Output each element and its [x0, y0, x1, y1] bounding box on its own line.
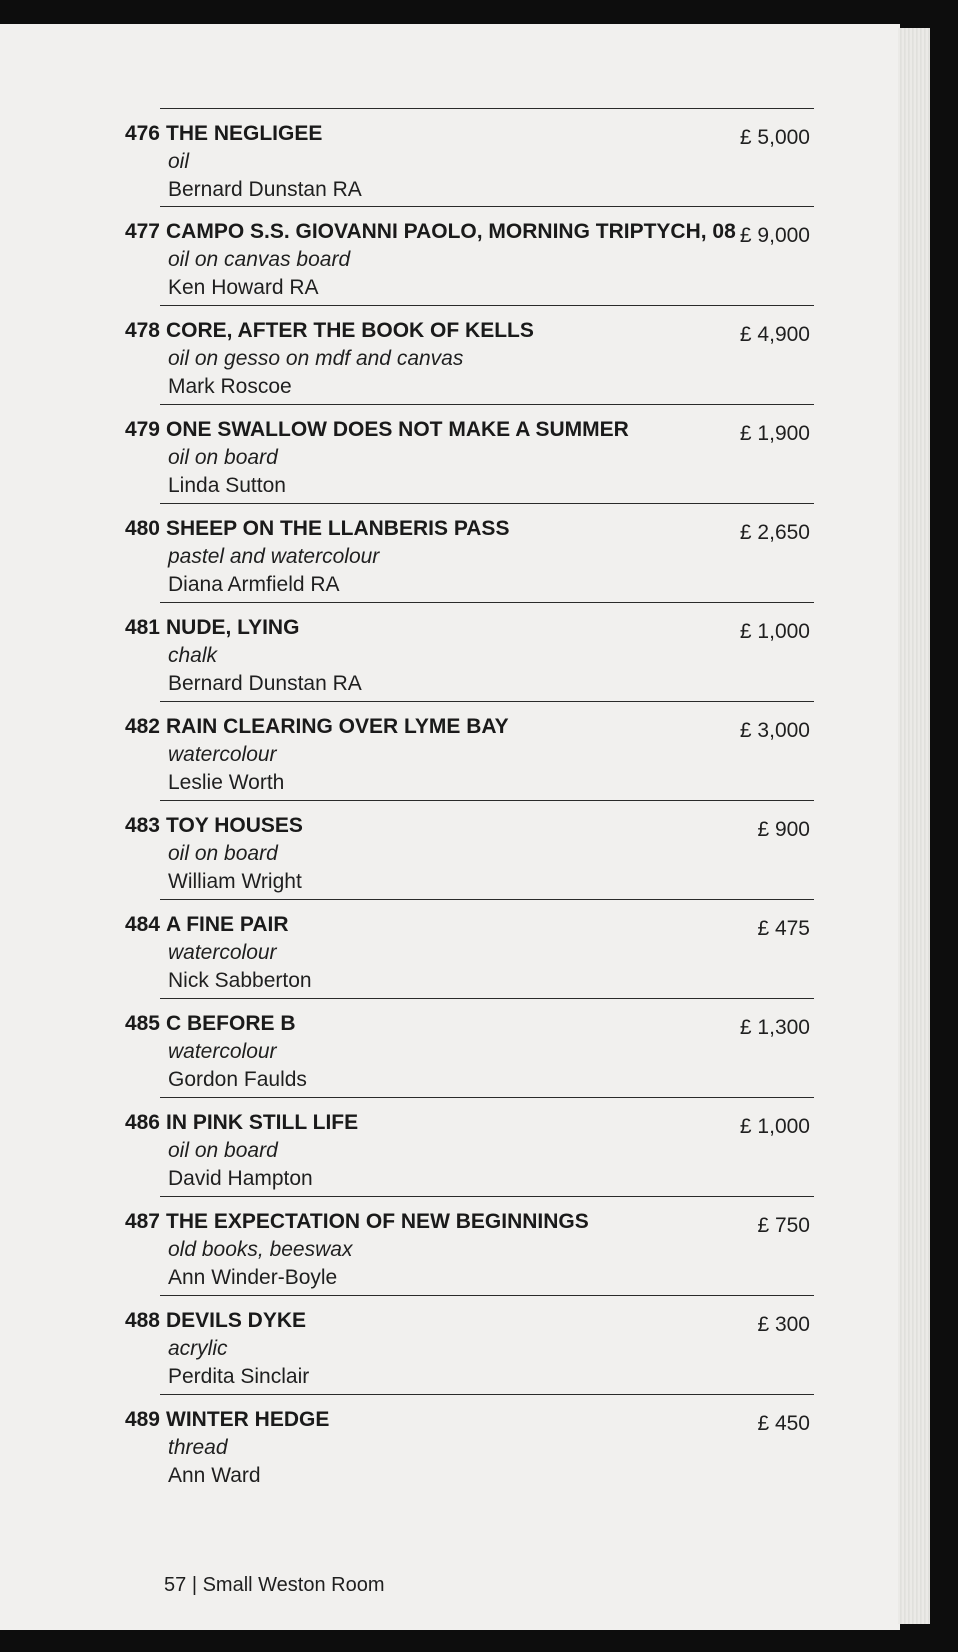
artist-name: Bernard Dunstan RA	[168, 178, 362, 201]
artwork-title: DEVILS DYKE	[166, 1309, 307, 1332]
price: £ 750	[757, 1214, 810, 1237]
artwork-medium: watercolour	[168, 1040, 277, 1063]
price: £ 2,650	[739, 521, 810, 544]
lot-number: 489	[124, 1408, 160, 1431]
artwork-medium: thread	[168, 1436, 228, 1459]
lot-number: 478	[124, 319, 160, 342]
artist-name: David Hampton	[168, 1167, 313, 1190]
artwork-title: THE NEGLIGEE	[166, 122, 323, 145]
lot-number: 485	[124, 1012, 160, 1035]
lot-number: 482	[124, 715, 160, 738]
artist-name: William Wright	[168, 870, 302, 893]
divider	[160, 404, 814, 405]
lot-number: 476	[124, 122, 160, 145]
price: £ 300	[757, 1313, 810, 1336]
price: £ 1,000	[739, 620, 810, 643]
lot-number: 481	[124, 616, 160, 639]
divider	[160, 998, 814, 999]
artwork-medium: old books, beeswax	[168, 1238, 353, 1261]
artwork-title: TOY HOUSES	[166, 814, 303, 837]
artwork-medium: pastel and watercolour	[168, 545, 380, 568]
artist-name: Bernard Dunstan RA	[168, 672, 362, 695]
artwork-title: RAIN CLEARING OVER LYME BAY	[166, 715, 509, 738]
lot-number: 486	[124, 1111, 160, 1134]
price: £ 4,900	[739, 323, 810, 346]
price: £ 5,000	[739, 126, 810, 149]
price: £ 1,000	[739, 1115, 810, 1138]
footer-separator: |	[191, 1574, 198, 1596]
divider	[160, 1196, 814, 1197]
page-edges	[898, 28, 930, 1624]
artwork-title: CAMPO S.S. GIOVANNI PAOLO, MORNING TRIPTYCH, 08	[166, 220, 736, 243]
artwork-title: A FINE PAIR	[166, 913, 289, 936]
lot-number: 477	[124, 220, 160, 243]
price: £ 450	[757, 1412, 810, 1435]
price: £ 1,300	[739, 1016, 810, 1039]
room-name: Small Weston Room	[202, 1574, 385, 1596]
divider	[160, 503, 814, 504]
divider	[160, 899, 814, 900]
lot-number: 479	[124, 418, 160, 441]
lot-number: 488	[124, 1309, 160, 1332]
divider	[160, 108, 814, 109]
artist-name: Gordon Faulds	[168, 1068, 307, 1091]
artwork-medium: acrylic	[168, 1337, 228, 1360]
lot-number: 487	[124, 1210, 160, 1233]
artist-name: Leslie Worth	[168, 771, 285, 794]
artist-name: Mark Roscoe	[168, 375, 292, 398]
artwork-medium: oil on board	[168, 842, 278, 865]
price: £ 900	[757, 818, 810, 841]
artwork-title: ONE SWALLOW DOES NOT MAKE A SUMMER	[166, 418, 629, 441]
lot-number: 484	[124, 913, 160, 936]
divider	[160, 1295, 814, 1296]
divider	[160, 206, 814, 207]
artwork-medium: oil on board	[168, 446, 278, 469]
divider	[160, 1394, 814, 1395]
artwork-medium: oil on gesso on mdf and canvas	[168, 347, 464, 370]
artist-name: Nick Sabberton	[168, 969, 312, 992]
divider	[160, 701, 814, 702]
artwork-title: C BEFORE B	[166, 1012, 296, 1035]
price: £ 9,000	[739, 224, 810, 247]
page-footer	[164, 1574, 385, 1597]
artist-name: Ann Winder-Boyle	[168, 1266, 338, 1289]
artwork-medium: watercolour	[168, 743, 277, 766]
divider	[160, 1097, 814, 1098]
catalogue-page	[0, 24, 900, 1630]
artist-name: Perdita Sinclair	[168, 1365, 310, 1388]
artwork-title: SHEEP ON THE LLANBERIS PASS	[166, 517, 510, 540]
divider	[160, 602, 814, 603]
artwork-medium: oil on canvas board	[168, 248, 351, 271]
artist-name: Linda Sutton	[168, 474, 286, 497]
artist-name: Diana Armfield RA	[168, 573, 340, 596]
artist-name: Ken Howard RA	[168, 276, 319, 299]
artwork-medium: oil on board	[168, 1139, 278, 1162]
divider	[160, 800, 814, 801]
artwork-medium: chalk	[168, 644, 218, 667]
price: £ 3,000	[739, 719, 810, 742]
artwork-title: THE EXPECTATION OF NEW BEGINNINGS	[166, 1210, 589, 1233]
lot-number: 480	[124, 517, 160, 540]
artwork-medium: watercolour	[168, 941, 277, 964]
divider	[160, 305, 814, 306]
price: £ 475	[757, 917, 810, 940]
lot-number: 483	[124, 814, 160, 837]
artwork-title: WINTER HEDGE	[166, 1408, 330, 1431]
artwork-title: NUDE, LYING	[166, 616, 300, 639]
artwork-medium: oil	[168, 150, 190, 173]
artwork-title: IN PINK STILL LIFE	[166, 1111, 359, 1134]
page-number: 57	[164, 1574, 187, 1596]
price: £ 1,900	[739, 422, 810, 445]
artwork-title: CORE, AFTER THE BOOK OF KELLS	[166, 319, 534, 342]
artist-name: Ann Ward	[168, 1464, 261, 1487]
